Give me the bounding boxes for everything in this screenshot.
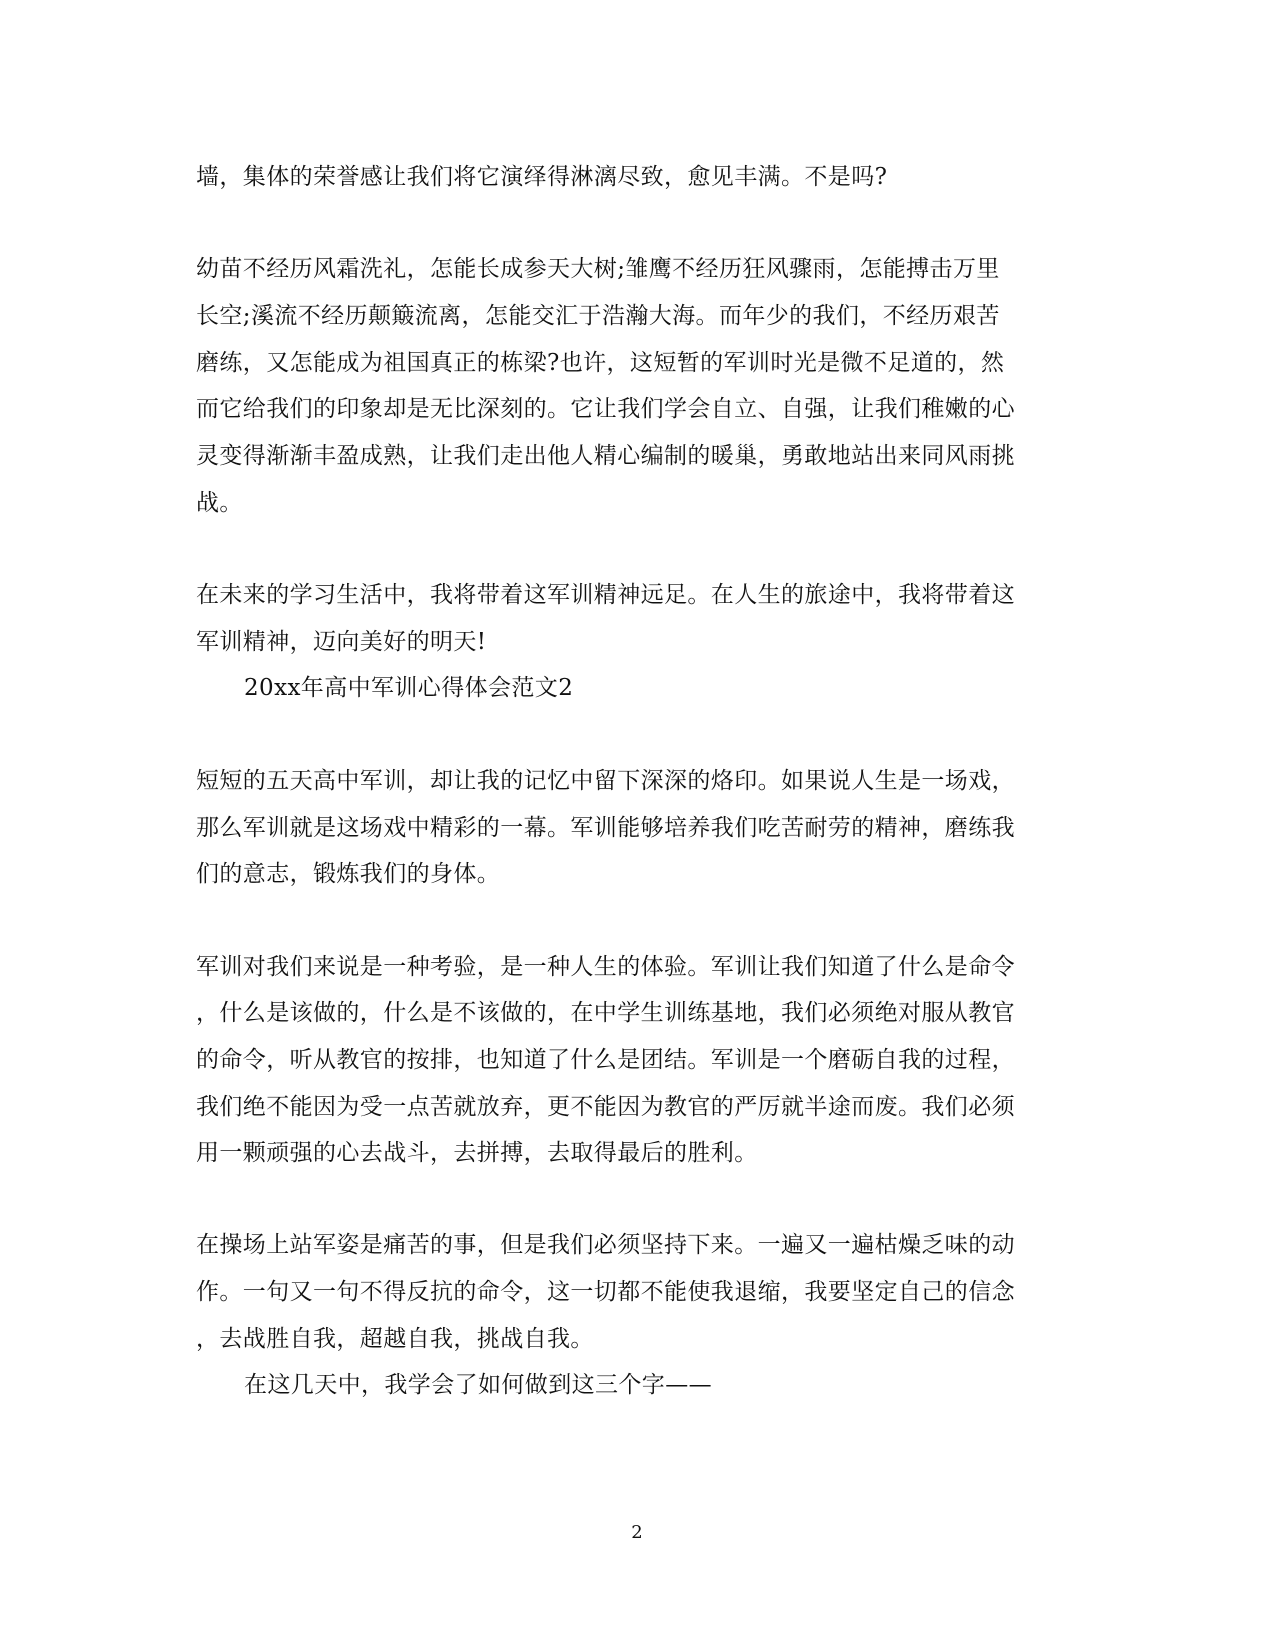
page-number: 2 xyxy=(631,1522,643,1543)
text-line: ，什么是该做的，什么是不该做的，在中学生训练基地，我们必须绝对服从教官 xyxy=(196,1000,1015,1026)
text-line: 用一颗顽强的心去战斗，去拼搏，去取得最后的胜利。 xyxy=(196,1140,758,1166)
text-line: 们的意志，锻炼我们的身体。 xyxy=(196,861,501,887)
text-line: 在未来的学习生活中，我将带着这军训精神远足。在人生的旅途中，我将带着这 xyxy=(196,582,1015,608)
text-line: ，去战胜自我，超越自我，挑战自我。 xyxy=(196,1326,594,1352)
text-line: 幼苗不经历风霜洗礼，怎能长成参天大树;雏鹰不经历狂风骤雨，怎能搏击万里 xyxy=(196,256,1000,282)
section-heading: 20xx年高中军训心得体会范文2 xyxy=(244,675,574,701)
text-line: 那么军训就是这场戏中精彩的一幕。军训能够培养我们吃苦耐劳的精神，磨练我 xyxy=(196,815,1015,841)
text-line: 墙，集体的荣誉感让我们将它演绎得淋漓尽致，愈见丰满。不是吗? xyxy=(196,164,888,190)
text-line: 战。 xyxy=(196,490,243,516)
text-line: 灵变得渐渐丰盈成熟，让我们走出他人精心编制的暖巢，勇敢地站出来同风雨挑 xyxy=(196,443,1015,469)
text-line: 而它给我们的印象却是无比深刻的。它让我们学会自立、自强，让我们稚嫩的心 xyxy=(196,396,1015,422)
text-line: 磨练，又怎能成为祖国真正的栋梁?也许，这短暂的军训时光是微不足道的，然 xyxy=(196,350,1005,376)
text-line: 短短的五天高中军训，却让我的记忆中留下深深的烙印。如果说人生是一场戏， xyxy=(196,768,1015,794)
text-line: 在操场上站军姿是痛苦的事，但是我们必须坚持下来。一遍又一遍枯燥乏味的动 xyxy=(196,1232,1015,1258)
text-line: 长空;溪流不经历颠簸流离，怎能交汇于浩瀚大海。而年少的我们，不经历艰苦 xyxy=(196,303,1000,329)
text-line: 军训对我们来说是一种考验，是一种人生的体验。军训让我们知道了什么是命令 xyxy=(196,954,1015,980)
text-line: 的命令，听从教官的按排，也知道了什么是团结。军训是一个磨砺自我的过程， xyxy=(196,1047,1015,1073)
text-line: 我们绝不能因为受一点苦就放弃，更不能因为教官的严厉就半途而废。我们必须 xyxy=(196,1094,1015,1120)
text-line: 军训精神，迈向美好的明天! xyxy=(196,629,487,655)
text-line: 在这几天中，我学会了如何做到这三个字—— xyxy=(244,1372,712,1398)
text-line: 作。一句又一句不得反抗的命令，这一切都不能使我退缩，我要坚定自己的信念 xyxy=(196,1279,1015,1305)
